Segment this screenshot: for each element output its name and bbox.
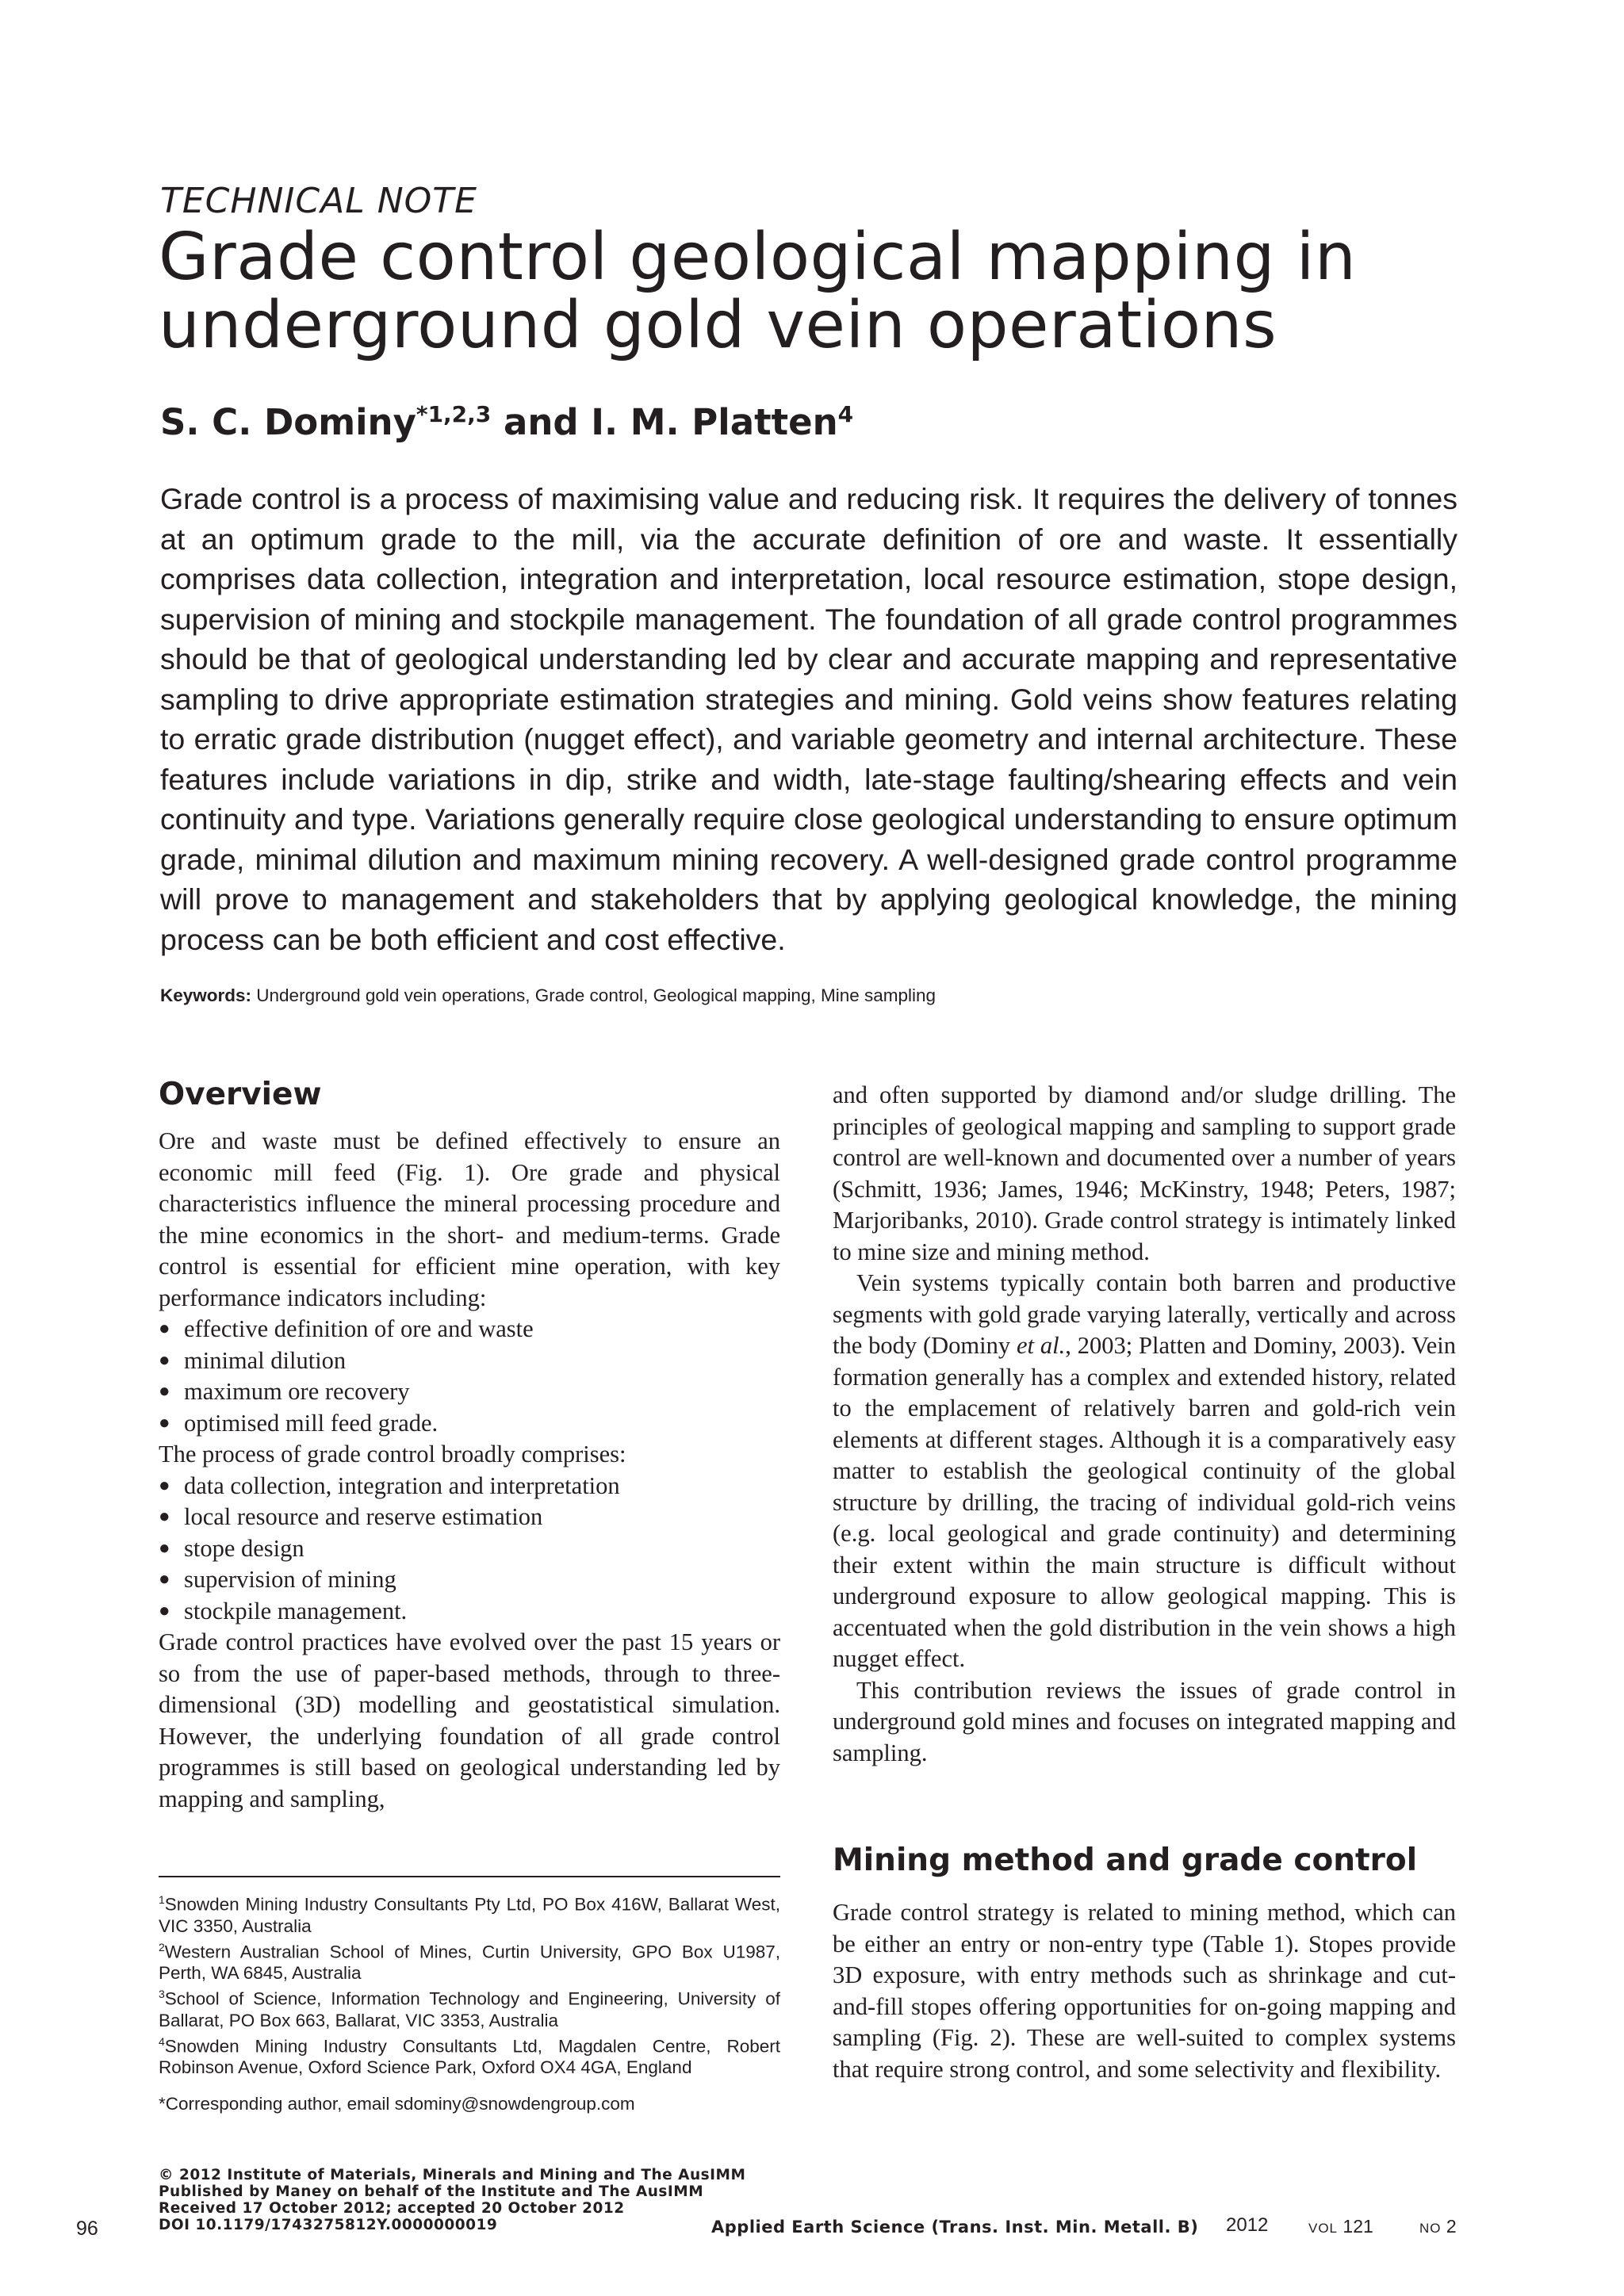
publisher: Published by Maney on behalf of the Institute and The AusIMM <box>159 2183 704 2200</box>
journal-volume: VOL 121 <box>1308 2216 1373 2237</box>
list-item: ● effective definition of ore and waste <box>159 1314 780 1345</box>
affiliations <box>159 1889 780 2114</box>
author-2: I. M. Platten <box>591 401 838 443</box>
affiliation: $^4$Snowden Mining Industry Consultants Ltd, Magdalen Centre, Robert Robinson Avenue, Oxford Science Park, Oxford OX4 4GA, England <box>159 2034 780 2077</box>
author-2-affil: 4 <box>837 401 854 427</box>
column-right <box>833 1080 1456 1769</box>
overview-para-2: The process of grade control broadly comprises: <box>159 1441 626 1468</box>
column-left <box>159 1126 780 1815</box>
affiliation: $^2$Western Australian School of Mines, Curtin University, GPO Box U1987, Perth, WA 6845, Australia <box>159 1940 780 1983</box>
title-line-1: Grade control geological mapping in <box>159 220 1357 295</box>
list-item: ● stockpile management. <box>159 1596 780 1628</box>
copyright: © 2012 Institute of Materials, Minerals and Mining and The AusIMM <box>159 2167 746 2183</box>
list-item: ● optimised mill feed grade. <box>159 1408 780 1440</box>
mining-section <box>833 1897 1456 2085</box>
mining-para-1: Grade control strategy is related to mining method, which can be either an entry or non-entry type (Table 1). Stopes provide 3D exposure, with entry methods such as shrinkage and cut-and-fill stopes offering opportunities for on-going mapping and sampling (Fig. 2). These are well-suited to complex systems that require strong control, and some selectivity and flexibility. <box>833 1899 1456 2083</box>
author-1-affil: *1,2,3 <box>416 401 492 427</box>
overview-para-3: Grade control practices have evolved over the past 15 years or so from the use of paper-based methods, through to three-dimensional (3D) modelling and geostatistical simulation. However, the underlying foundation of all grade control programmes is still based on geological understanding led by mapping and sampling, <box>159 1628 780 1812</box>
list-item: ● minimal dilution <box>159 1345 780 1377</box>
keywords-label: Keywords: <box>160 985 252 1005</box>
keywords <box>160 985 936 1006</box>
et-al: et al. <box>1016 1332 1066 1359</box>
mining-heading: Mining method and grade control <box>833 1843 1418 1878</box>
author-conjunction: and <box>491 401 592 443</box>
page-title <box>159 220 1507 363</box>
list-item: ● supervision of mining <box>159 1564 780 1596</box>
journal-year: 2012 <box>1226 2214 1269 2236</box>
note-type: TECHNICAL NOTE <box>160 181 477 221</box>
journal-name: Applied Earth Science (Trans. Inst. Min. Metall. B) <box>711 2218 1199 2237</box>
overview-para-6: This contribution reviews the issues of grade control in underground gold mines and focuses on integrated mapping and sampling. <box>833 1676 1456 1766</box>
list-item: ● maximum ore recovery <box>159 1376 780 1408</box>
doi: DOI 10.1179/1743275812Y.0000000019 <box>159 2217 498 2233</box>
received-date: Received 17 October 2012; accepted 20 October 2012 <box>159 2200 625 2217</box>
footnote-divider <box>159 1876 780 1877</box>
author-list <box>160 401 853 443</box>
affiliation: $^3$School of Science, Information Technology and Engineering, University of Ballarat, PO Box 663, Ballarat, VIC 3353, Australia <box>159 1988 780 2030</box>
overview-para-4: and often supported by diamond and/or sludge drilling. The principles of geological mapping and sampling to support grade control are well-known and documented over a number of years (Schmitt, 1936; James, 1946; McKinstry, 1948; Peters, 1987; Marjoribanks, 2010). Grade control strategy is intimately linked to mine size and mining method. <box>833 1081 1456 1265</box>
corresponding-author: *Corresponding author, email sdominy@snowdengroup.com <box>159 2094 635 2114</box>
author-1: S. C. Dominy <box>160 401 416 443</box>
title-line-2: underground gold vein operations <box>159 288 1277 363</box>
overview-para-1: Ore and waste must be defined effectively to ensure an economic mill feed (Fig. 1). Ore grade and physical characteristics influence the mineral processing procedure and the mine economics in the short- and medium-terms. Grade control is essential for efficient mine operation, with key performance indicators including: <box>159 1127 780 1311</box>
abstract: Grade control is a process of maximising value and reducing risk. It requires the delivery of tonnes at an optimum grade to the mill, via the accurate definition of ore and waste. It essentially comprises data collection, integration and interpretation, local resource estimation, stope design, supervision of mining and stockpile management. The foundation of all grade control programmes should be that of geological understanding led by clear and accurate mapping and representative sampling to drive appropriate estimation strategies and mining. Gold veins show features relating to erratic grade distribution (nugget effect), and variable geometry and internal architecture. These features include variations in dip, strike and width, late-stage faulting/shearing effects and vein continuity and type. Variations generally require close geological understanding to ensure optimum grade, minimal dilution and maximum mining recovery. A well-designed grade control programme will prove to management and stakeholders that by applying geological knowledge, the mining process can be both efficient and cost effective. <box>160 482 1457 956</box>
journal-issue: NO 2 <box>1419 2216 1457 2237</box>
overview-heading: Overview <box>159 1077 322 1112</box>
publication-info <box>159 2167 745 2233</box>
process-list <box>159 1471 780 1628</box>
keywords-text: Underground gold vein operations, Grade control, Geological mapping, Mine sampling <box>251 985 936 1005</box>
list-item: ● data collection, integration and interpretation <box>159 1471 780 1502</box>
kpi-list <box>159 1314 780 1439</box>
overview-para-5: Vein systems typically contain both barren and productive segments with gold grade varying laterally, vertically and across the body (Dominy et al., 2003; Platten and Dominy, 2003). Vein formation generally has a complex and extended history, related to the emplacement of relatively barren and gold-rich vein elements at different stages. Although it is a comparatively easy matter to establish the geological continuity of the global structure by drilling, the tracing of individual gold-rich veins (e.g. local geological and grade continuity) and determining their extent within the main structure is difficult without underground exposure to allow geological mapping. This is accentuated when the gold distribution in the vein shows a high nugget effect. <box>833 1269 1456 1672</box>
affiliation: $^1$Snowden Mining Industry Consultants Pty Ltd, PO Box 416W, Ballarat West, VIC 3350, Australia <box>159 1893 780 1936</box>
list-item: ● stope design <box>159 1533 780 1565</box>
page-number: 96 <box>76 2218 98 2240</box>
list-item: ● local resource and reserve estimation <box>159 1502 780 1533</box>
